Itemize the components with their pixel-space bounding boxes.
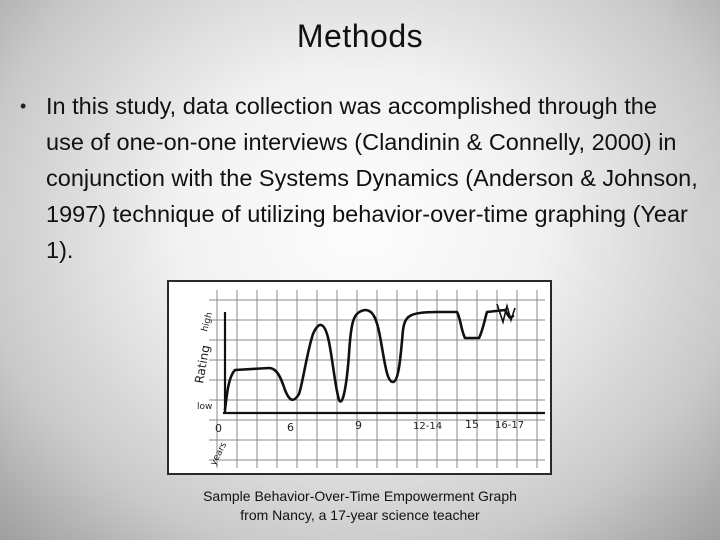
x-mark-15: 15 bbox=[465, 418, 479, 431]
caption-line-1: Sample Behavior-Over-Time Empowerment Graph bbox=[203, 488, 517, 504]
y-high-label: high bbox=[200, 311, 215, 333]
bullet-icon: • bbox=[20, 96, 27, 116]
y-low-label: low bbox=[197, 402, 213, 412]
bullet-text: In this study, data collection was accomplished through the use of one-on-one interviews (Clandinin & Connelly, 2000) in conjunction with the Systems Dynamics (Anderson & Johnson, 1997) technique of utilizing behavior-over-time graphing (Year 1). bbox=[46, 93, 698, 263]
caption-line-2: from Nancy, a 17-year science teacher bbox=[240, 507, 480, 523]
graph-grid bbox=[209, 290, 545, 468]
slide-title: Methods bbox=[296, 18, 424, 54]
y-axis-label: Rating bbox=[192, 343, 213, 385]
x-mark-12-14: 12-14 bbox=[413, 421, 443, 432]
behavior-over-time-graph bbox=[167, 280, 552, 475]
x-start-label: 0 bbox=[215, 422, 222, 435]
x-mark-9: 9 bbox=[355, 419, 362, 432]
x-unit-label: years bbox=[208, 440, 230, 468]
bullet-point bbox=[18, 88, 698, 268]
scribble-mark bbox=[497, 304, 515, 322]
x-mark-16-17: 16-17 bbox=[495, 420, 525, 431]
graph-caption bbox=[160, 487, 560, 525]
x-mark-6: 6 bbox=[287, 421, 294, 434]
graph-drawing bbox=[169, 282, 550, 473]
